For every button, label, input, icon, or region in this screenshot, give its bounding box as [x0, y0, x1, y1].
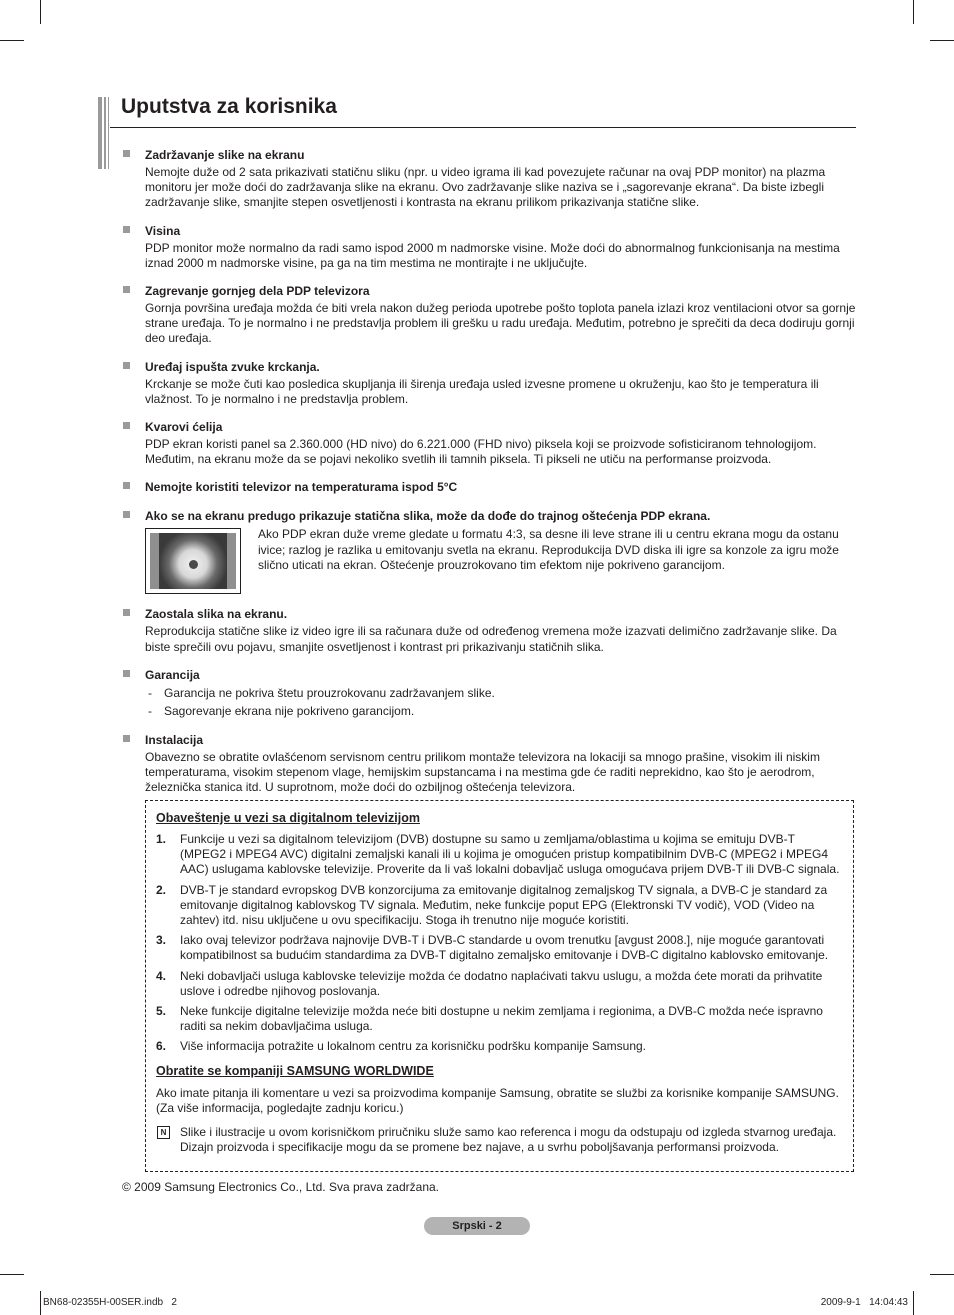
- page-title: Uputstva za korisnika: [121, 95, 337, 118]
- square-bullet-icon: [123, 735, 130, 742]
- crop-mark: [0, 1274, 24, 1275]
- section-image-retention: [123, 147, 856, 211]
- section-altitude: [123, 223, 856, 271]
- footer-file-name: BN68-02355H-00SER.indb 2: [43, 1297, 177, 1308]
- crop-mark: [40, 0, 41, 24]
- dash-marker: -: [148, 685, 152, 700]
- crop-mark: [40, 1291, 41, 1315]
- list-item: 6. Više informacija potražite u lokalnom centru za korisničku podršku kompanije Samsung.: [156, 1039, 647, 1054]
- section-text: Obavezno se obratite ovlašćenom servisnom centru prilikom montaže televizora na lokaciji sa mnogo prašine, visokim ili niskim temperaturama, visokim stepenom vlage, hemijskim supstancama i na mestima gde će raditi neprekidno, kao što je aerodrom, železnička stanica itd. U suprotnom, može doći do ozbiljnog oštećenja televizora.: [145, 749, 820, 795]
- section-heading: Ako se na ekranu predugo prikazuje statična slika, može da dođe do trajnog oštećenja PDP ekrana.: [145, 509, 711, 524]
- title-rule: [110, 127, 856, 128]
- section-heading: Visina: [145, 223, 181, 238]
- contact-heading: Obratite se kompaniji SAMSUNG WORLDWIDE: [156, 1063, 434, 1078]
- square-bullet-icon: [123, 482, 130, 489]
- section-text: Ako PDP ekran duže vreme gledate u formatu 4:3, sa desne ili leve strane ili u centru ekrana mogu da ostanu ivice; razlog je razlika u emitovanju svetla na ekranu. Reprodukcija DVD diska ili igre sa konzole za igru može slično uticati na ekran. Oštećenje prouzrokovano tim efektom nije pokriveno garancijom.: [258, 527, 839, 572]
- list-item: 4. Neki dobavljači usluga kablovske televizije možda će dodatno naplaćivati takvu uslugu, a možda ćete morati da prihvatite uslove i odredbe njihovog poslovanja.: [156, 968, 823, 998]
- crop-mark: [913, 0, 914, 24]
- square-bullet-icon: [123, 226, 130, 233]
- contact-text: Ako imate pitanja ili komentare u vezi sa proizvodima kompanije Samsung, obratite se službi za korisnike kompanije SAMSUNG. (Za više informacija, pogledajte zadnju koricu.): [156, 1085, 839, 1115]
- page-number-badge: Srpski - 2: [424, 1217, 530, 1235]
- square-bullet-icon: [123, 362, 130, 369]
- section-heading: Zadržavanje slike na ekranu: [145, 148, 305, 162]
- section-heading: Garancija: [145, 667, 200, 682]
- section-installation: [123, 732, 856, 796]
- square-bullet-icon: [123, 511, 130, 518]
- crop-mark: [930, 1274, 954, 1275]
- list-item: 2. DVB-T je standard evropskog DVB konzorcijuma za emitovanje digitalnog zemaljskog TV signala, a DVB-C je standard za emitovanje digitalnog kablovskog TV signala. Međutim, neke funkcije poput EPG (Elektronski TV vodič), VOD (Video na zahtev) itd. nisu uključene u ovu specifikaciju. Stoga ih trenutno nije moguće koristiti.: [156, 882, 828, 928]
- section-warranty: [123, 667, 856, 720]
- main-content: [123, 147, 856, 807]
- section-text: Krckanje se može čuti kao posledica skupljanja ili širenja uređaja usled izvesne promene u okruženju, kao što je temperatura ili vlažnost. To je normalno i ne predstavlja problem.: [145, 376, 819, 406]
- list-item: 5. Neke funkcije digitalne televizije možda neće biti dostupne u nekim zemljama i regionima, a DVB-C možda neće ispravno raditi sa nekim dobavljačima usluga.: [156, 1004, 823, 1034]
- crop-mark: [0, 40, 24, 41]
- notice-list: [156, 832, 843, 1055]
- square-bullet-icon: [123, 150, 130, 157]
- note-text: Slike i ilustracije u ovom korisničkom priručniku služe samo kao referenca i mogu da odstupaju od izgleda stvarnog uređaja. Dizajn proizvoda i specifikacije mogu da se promene bez najave, a u svrhu poboljšavanja performansi proizvoda.: [180, 1125, 837, 1155]
- section-top-heating: [123, 283, 856, 347]
- tv-4-3-illustration: [145, 528, 241, 594]
- section-heading: Nemojte koristiti televizor na temperaturama ispod 5°C: [145, 480, 458, 495]
- section-heading: Uređaj ispušta zvuke krckanja.: [145, 359, 320, 374]
- digital-tv-notice-box: [145, 800, 854, 1172]
- section-heading: Kvarovi ćelija: [145, 420, 223, 435]
- section-text: PDP monitor može normalno da radi samo ispod 2000 m nadmorske visine. Može doći do abnormalnog funkcionisanja na mestima iznad 2000 m nadmorske visine, pa ga na tim mestima ne montirajte i ne uključujte.: [145, 240, 840, 270]
- square-bullet-icon: [123, 422, 130, 429]
- section-text: Gornja površina uređaja možda će biti vrela nakon dužeg perioda upotrebe pošto toplota panela izlazi kroz ventilacioni otvor sa gornje strane uređaja. To je normalno i ne predstavlja problem ili grešku u radu uređaja. Međutim, potrebno je sprečiti da deca dodiruju gornji deo uređaja.: [145, 301, 856, 346]
- list-item: - Garancija ne pokriva štetu prouzrokovanu zadržavanjem slike.: [148, 685, 495, 700]
- list-item: - Sagorevanje ekrana nije pokriveno garancijom.: [148, 703, 415, 718]
- title-decoration: [98, 97, 110, 169]
- section-heading: Zagrevanje gornjeg dela PDP televizora: [145, 284, 370, 299]
- section-heading: Instalacija: [145, 732, 204, 747]
- crop-mark: [913, 1291, 914, 1315]
- square-bullet-icon: [123, 286, 130, 293]
- square-bullet-icon: [123, 670, 130, 677]
- note: [156, 1125, 843, 1155]
- list-item: 3. Iako ovaj televizor podržava najnovije DVB-T i DVB-C standarde u ovom trenutku [avgust 2008.], nije moguće garantovati kompatibilnost sa budućim standardima za DVB-T digitalno zemaljsko emitovanje i DVB-C digitalno kablovsko emitovanje.: [156, 933, 829, 963]
- section-heading: Zaostala slika na ekranu.: [145, 607, 288, 622]
- image-text-row: [145, 527, 856, 594]
- section-cracking-noise: [123, 359, 856, 407]
- section-static-image: [123, 508, 856, 594]
- note-icon: N: [157, 1126, 170, 1139]
- section-afterimage: [123, 606, 856, 654]
- crop-mark: [930, 40, 954, 41]
- copyright-text: © 2009 Samsung Electronics Co., Ltd. Sva prava zadržana.: [122, 1180, 440, 1194]
- section-low-temperature: [123, 479, 856, 496]
- square-bullet-icon: [123, 609, 130, 616]
- footer-date: 2009-9-1 14:04:43: [820, 1297, 908, 1308]
- section-text: Nemojte duže od 2 sata prikazivati statičnu sliku (npr. u video igrama ili kad povezujete računar na ovaj PDP monitor) na plazma monitoru jer može doći do zadržavanja slike na ekranu. Ovo zadržavanje slike naziva se i „sagorevanje ekrana“. Da biste izbegli zadržavanje slike, smanjite stepen osvetljenosti i kontrasta na ekranu prilikom prikazivanja statične slike.: [145, 165, 826, 210]
- section-text: Reprodukcija statične slike iz video igre ili sa računara duže od određenog vremena može izazvati delimično zadržavanje slike. Da biste sprečili ovu pojavu, smanjite osvetljenost i kontrast pri prikazivanju statičnih slika.: [145, 624, 837, 654]
- section-cell-defects: [123, 419, 856, 467]
- notice-heading: Obaveštenje u vezi sa digitalnom televizijom: [156, 811, 420, 825]
- dash-marker: -: [148, 703, 152, 718]
- list-item: 1. Funkcije u vezi sa digitalnom televizijom (DVB) dostupne su samo u zemljama/oblastima u kojima se emituju DVB-T (MPEG2 i MPEG4 AVC) digitalni zemaljski kanali ili u kojima je omogućen pristup kompatibilnim DVB-C (MPEG2 i MPEG4 AAC) uslugama kablovske televizije. Proverite da li vaš lokalni dobavljač usluga omogućava prijem DVB-T ili DVB-C signala.: [156, 832, 840, 877]
- section-text: PDP ekran koristi panel sa 2.360.000 (HD nivo) do 6.221.000 (FHD nivo) piksela koji se proizvode sofisticiranom tehnologijom. Međutim, na ekranu može da se pojavi nekoliko svetlih ili tamnih piksela. Ti pikseli ne utiču na performanse proizvoda.: [145, 437, 817, 467]
